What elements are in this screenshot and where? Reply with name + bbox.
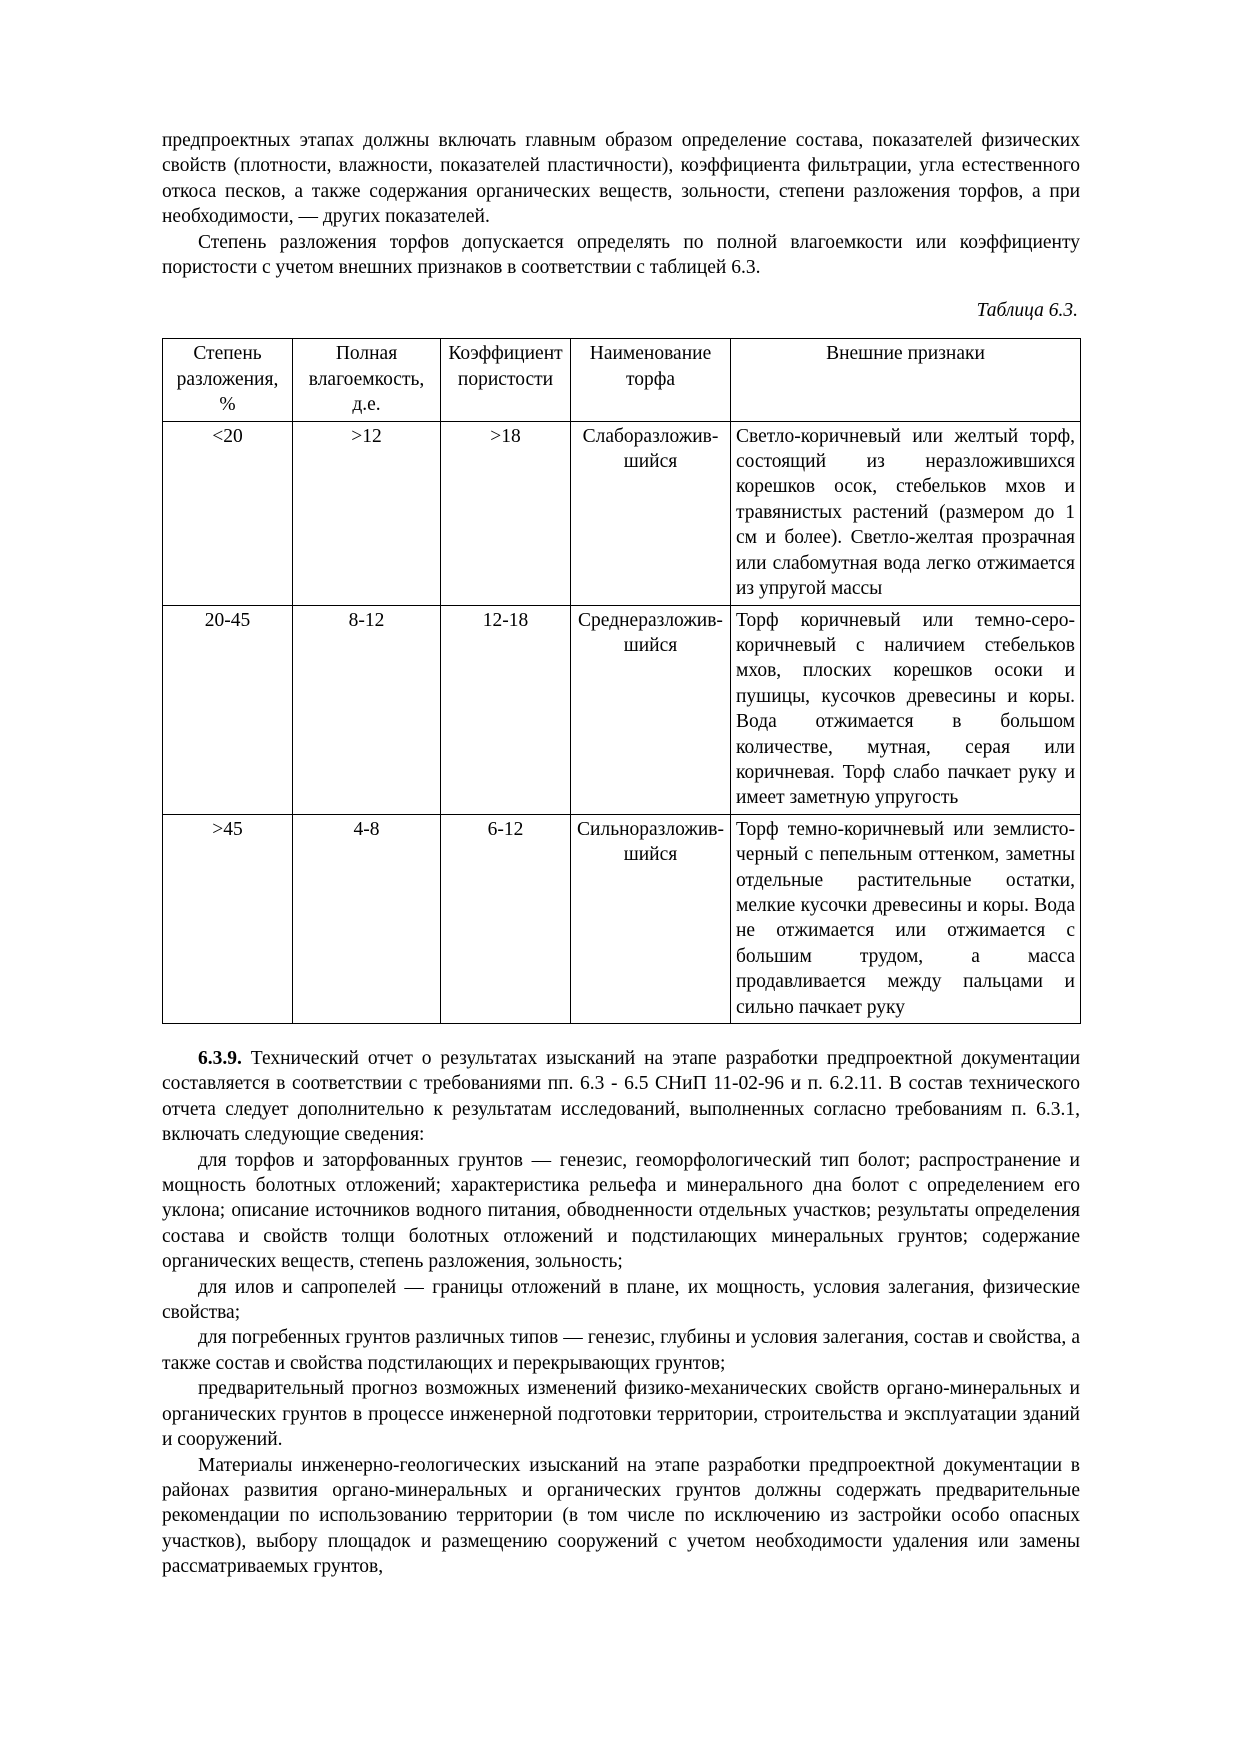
cell-degree: <20: [163, 421, 293, 605]
table-row: [163, 421, 1081, 605]
table-row: [163, 814, 1081, 1023]
cell-name: Среднеразложив-шийся: [571, 605, 731, 814]
list-paragraph-2: для илов и сапропелей — границы отложений в плане, их мощность, условия залегания, физические свойства;: [162, 1276, 1080, 1324]
intro-paragraph-1: предпроектных этапах должны включать главным образом определение состава, показателей физических свойств (плотности, влажности, показателей пластичности), коэффициента фильтрации, угла естественного откоса песков, а также содержания органических веществ, зольности, степени разложения торфов, а при необходимости, — других показателей.: [162, 130, 1080, 228]
clause-6-3-9: [162, 1046, 1080, 1148]
table-6-3: [162, 338, 1081, 1024]
cell-porosity: 6-12: [441, 814, 571, 1023]
cell-name: Сильноразложив-шийся: [571, 814, 731, 1023]
clause-block: [162, 1046, 1080, 1580]
cell-features: Светло-коричневый или желтый торф, состоящий из неразложившихся корешков осок, стебельков мхов и травянистых растений (размером до 1 см и более). Светло-желтая прозрачная или слабомутная вода легко отжимается из упругой массы: [731, 421, 1081, 605]
intro-block: [162, 128, 1080, 280]
table-row: [163, 605, 1081, 814]
cell-features: Торф коричневый или темно-серо-коричневый с наличием стебельков мхов, плоских корешков осоки и пушицы, кусочков древесины и коры. Вода отжимается в большом количестве, мутная, серая или коричневая. Торф слабо пачкает руку и имеет заметную упругость: [731, 605, 1081, 814]
table-header-porosity: Коэффициент пористости: [441, 339, 571, 421]
table-header-features: Внешние признаки: [731, 339, 1081, 421]
list-paragraph-4: предварительный прогноз возможных изменений физико-механических свойств органо-минеральных и органических грунтов в процессе инженерной подготовки территории, строительства и эксплуатации зданий и сооружений.: [162, 1378, 1080, 1451]
cell-degree: >45: [163, 814, 293, 1023]
list-paragraph-5: Материалы инженерно-геологических изысканий на этапе разработки предпроектной документации в районах развития органо-минеральных и органических грунтов должны содержать предварительные рекомендации по использованию территории (в том числе по исключению из застройки особо опасных участков), выбору площадок и размещению сооружений с учетом необходимости удаления или замены рассматриваемых грунтов,: [162, 1454, 1080, 1578]
cell-moisture: >12: [293, 421, 441, 605]
table-header-row: [163, 339, 1081, 421]
table-header-moisture: Полная влагоемкость, д.е.: [293, 339, 441, 421]
cell-porosity: 12-18: [441, 605, 571, 814]
clause-text: Технический отчет о результатах изысканий на этапе разработки предпроектной документации составляется в соответствии с требованиями пп. 6.3 - 6.5 СНиП 11-02-96 и п. 6.2.11. В состав технического отчета следует дополнительно к результатам исследований, выполненных согласно требованиям п. 6.3.1, включать следующие сведения:: [162, 1048, 1081, 1146]
cell-features: Торф темно-коричневый или землисто-черный с пепельным оттенком, заметны отдельные растительные остатки, мелкие кусочки древесины и коры. Вода не отжимается или отжимается с большим трудом, а масса продавливается между пальцами и сильно пачкает руку: [731, 814, 1081, 1023]
cell-porosity: >18: [441, 421, 571, 605]
cell-moisture: 4-8: [293, 814, 441, 1023]
list-paragraph-3: для погребенных грунтов различных типов — генезис, глубины и условия залегания, состав и свойства, а также состав и свойства подстилающих и перекрывающих грунтов;: [162, 1327, 1080, 1374]
table-header-degree: Степень разложения, %: [163, 339, 293, 421]
intro-paragraph-2: Степень разложения торфов допускается определять по полной влагоемкости или коэффициенту пористости с учетом внешних признаков в соответствии с таблицей 6.3.: [162, 231, 1080, 279]
cell-name: Слаборазложив-шийся: [571, 421, 731, 605]
cell-moisture: 8-12: [293, 605, 441, 814]
table-header-name: Наименование торфа: [571, 339, 731, 421]
cell-degree: 20-45: [163, 605, 293, 814]
list-paragraph-1: для торфов и заторфованных грунтов — генезис, геоморфологический тип болот; распространение и мощность болотных отложений; характеристика рельефа и минерального дна болот с определением его уклона; описание источников водного питания, обводненности отдельных участков; результаты определения состава и свойств толщи болотных отложений и подстилающих минеральных грунтов; содержание органических веществ, степень разложения, зольность;: [162, 1149, 1080, 1273]
table-caption: Таблица 6.3.: [976, 300, 1078, 322]
clause-number: 6.3.9.: [198, 1048, 242, 1069]
